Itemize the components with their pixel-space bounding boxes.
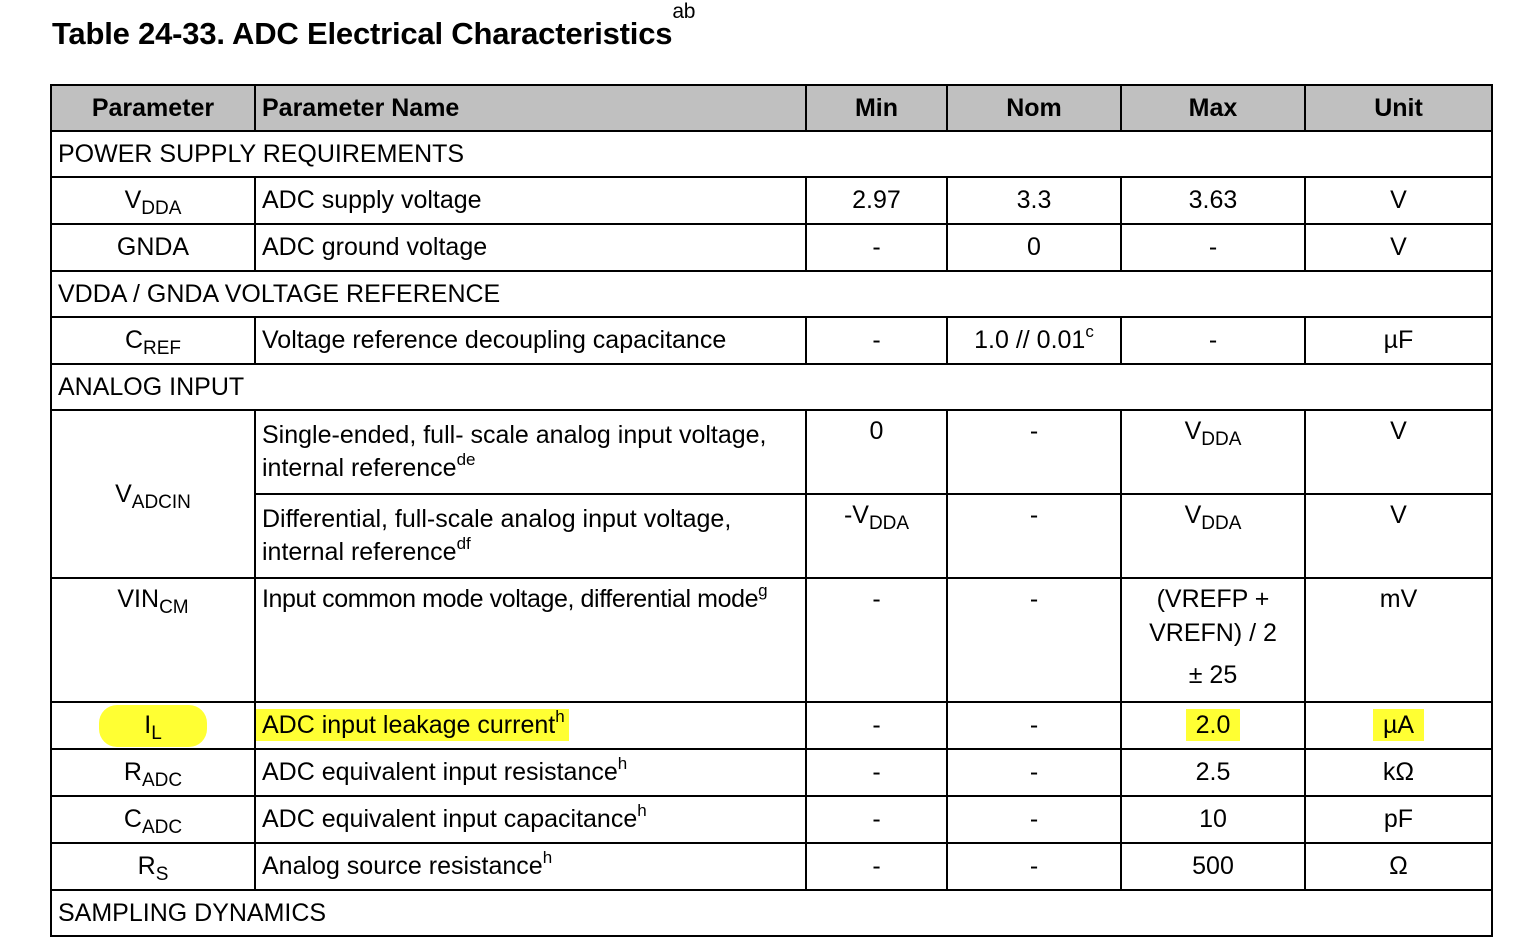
param-symbol: $V_{DDA}$: [51, 177, 255, 224]
min-value: -: [806, 224, 947, 271]
footnote-ref: h: [637, 801, 647, 820]
min-value: -: [806, 702, 947, 749]
max-value: -: [1121, 317, 1305, 364]
highlight-mark: $I_L$: [99, 705, 207, 747]
min-value: $-V_{DDA}$: [806, 494, 947, 578]
min-value: -: [806, 317, 947, 364]
param-symbol: $VIN_{CM}$: [51, 578, 255, 702]
param-name: ADC supply voltage: [255, 177, 806, 224]
param-name: [255, 702, 806, 749]
table-row: [51, 317, 1492, 364]
max-value: $V_{DDA}$: [1121, 410, 1305, 494]
max-value: 3.63: [1121, 177, 1305, 224]
max-value: -: [1121, 224, 1305, 271]
min-value: -: [806, 578, 947, 702]
param-symbol: GNDA: [51, 224, 255, 271]
footnote-ref: h: [617, 754, 628, 773]
param-name: Analog source resistance$^h$: [255, 843, 806, 890]
header-nom: Nom: [947, 85, 1121, 131]
param-symbol: [51, 702, 255, 749]
param-symbol: $C_{REF}$: [51, 317, 255, 364]
unit-value: Ω: [1305, 843, 1492, 890]
nom-value: 0: [947, 224, 1121, 271]
section-row: [51, 131, 1492, 177]
header-max: Max: [1121, 85, 1305, 131]
max-value: $V_{DDA}$: [1121, 494, 1305, 578]
table-row: [51, 843, 1492, 890]
highlight-mark: 2.0: [1186, 709, 1241, 741]
table-row: [51, 494, 1492, 578]
param-name: Single-ended, full- scale analog input voltage, internal reference$^{de}$: [255, 410, 806, 494]
param-name: ADC equivalent input resistance$^h$: [255, 749, 806, 796]
highlight-mark: ADC input leakage current$^h$: [256, 709, 569, 741]
footnote-ref: df: [456, 534, 471, 553]
table-title: Table 24-33. ADC Electrical Characteristics$^{ab}$: [52, 0, 696, 51]
max-value: [1121, 702, 1305, 749]
param-name: Input common mode voltage, differential mode$^g$: [255, 578, 806, 702]
table-row: [51, 749, 1492, 796]
param-symbol: $R_S$: [51, 843, 255, 890]
max-value: 10: [1121, 796, 1305, 843]
nom-value: -: [947, 494, 1121, 578]
unit-value: [1305, 702, 1492, 749]
section-row: [51, 364, 1492, 410]
footnote-ref: h: [542, 848, 553, 867]
section-analog-input: ANALOG INPUT: [51, 364, 1492, 410]
header-row: [51, 85, 1492, 131]
nom-value: -: [947, 578, 1121, 702]
section-row: [51, 890, 1492, 936]
table-row-highlighted: [51, 702, 1492, 749]
table-row: [51, 578, 1492, 702]
param-name: ADC ground voltage: [255, 224, 806, 271]
min-value: 0: [806, 410, 947, 494]
max-value: 500: [1121, 843, 1305, 890]
nom-value: -: [947, 702, 1121, 749]
footnote-ref: c: [1085, 322, 1094, 341]
footnote-ref: de: [456, 450, 476, 469]
param-symbol: $C_{ADC}$: [51, 796, 255, 843]
nom-value: -: [947, 843, 1121, 890]
unit-value: pF: [1305, 796, 1492, 843]
nom-value: -: [947, 749, 1121, 796]
table-row: [51, 410, 1492, 494]
footnote-ref: h: [555, 707, 565, 726]
param-name: Voltage reference decoupling capacitance: [255, 317, 806, 364]
min-value: 2.97: [806, 177, 947, 224]
nom-value: 3.3: [947, 177, 1121, 224]
min-value: -: [806, 796, 947, 843]
nom-value: -: [947, 410, 1121, 494]
title-footnote: ab: [672, 0, 696, 23]
header-unit: Unit: [1305, 85, 1492, 131]
table-row: [51, 796, 1492, 843]
unit-value: µF: [1305, 317, 1492, 364]
param-name: ADC equivalent input capacitance$^h$: [255, 796, 806, 843]
unit-value: kΩ: [1305, 749, 1492, 796]
section-sampling-dynamics: SAMPLING DYNAMICS: [51, 890, 1492, 936]
nom-value: 1.0 // 0.01$^c$: [947, 317, 1121, 364]
unit-value: V: [1305, 410, 1492, 494]
section-power-supply: POWER SUPPLY REQUIREMENTS: [51, 131, 1492, 177]
adc-characteristics-table: [50, 84, 1493, 937]
unit-value: mV: [1305, 578, 1492, 702]
unit-value: V: [1305, 224, 1492, 271]
param-symbol: $R_{ADC}$: [51, 749, 255, 796]
nom-value: -: [947, 796, 1121, 843]
header-min: Min: [806, 85, 947, 131]
min-value: -: [806, 843, 947, 890]
unit-value: V: [1305, 494, 1492, 578]
unit-value: V: [1305, 177, 1492, 224]
table-row: [51, 177, 1492, 224]
header-parameter: Parameter: [51, 85, 255, 131]
footnote-ref: g: [758, 581, 768, 600]
section-row: [51, 271, 1492, 317]
highlight-mark: µA: [1373, 709, 1424, 741]
table-row: [51, 224, 1492, 271]
param-name: Differential, full-scale analog input voltage, internal reference$^{df}$: [255, 494, 806, 578]
section-voltage-reference: VDDA / GNDA VOLTAGE REFERENCE: [51, 271, 1492, 317]
header-parameter-name: Parameter Name: [255, 85, 806, 131]
param-symbol: $V_{ADCIN}$: [51, 410, 255, 578]
max-value: (VREFP + VREFN) / 2 ± 25: [1121, 578, 1305, 702]
min-value: -: [806, 749, 947, 796]
max-value: 2.5: [1121, 749, 1305, 796]
